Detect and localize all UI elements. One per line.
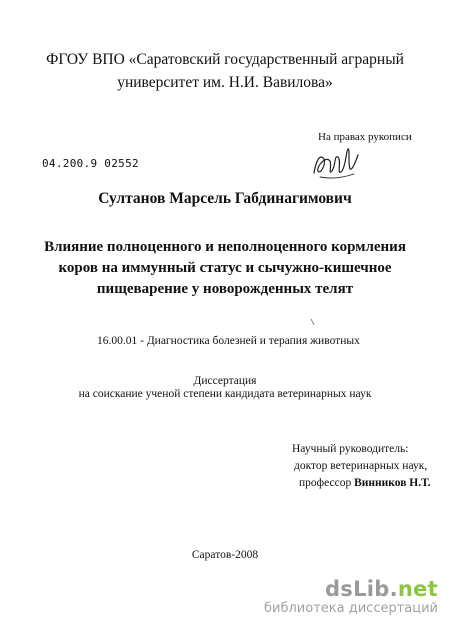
author-name: Султанов Марсель Габдинагимович: [98, 190, 352, 207]
institution-line-1: ФГОУ ВПО «Саратовский государственный аграрный: [46, 51, 404, 68]
supervisor-block: [292, 441, 431, 492]
document-number: 04.200.9 02552: [42, 157, 139, 170]
dissertation-heading: Диссертация: [193, 375, 257, 387]
city-year: Саратов-2008: [191, 549, 259, 561]
dslib-watermark: [264, 577, 448, 617]
watermark-brand: dsLib.: [324, 577, 398, 601]
title-line-2: коров на иммунный статус и сычужно-кишечное: [58, 260, 392, 276]
stray-mark: [310, 318, 316, 326]
supervisor-title-line: [292, 475, 431, 492]
supervisor-title: профессор: [299, 477, 352, 489]
institution-heading: [0, 48, 450, 94]
handwritten-signature: [306, 141, 366, 185]
title-line-1: Влияние полноценного и неполноценного кормления: [44, 239, 406, 255]
watermark-tld: net: [397, 577, 438, 601]
watermark-subtitle: библиотека диссертаций: [264, 601, 438, 616]
specialty-code: 16.00.01 - Диагностика болезней и терапия животных: [97, 335, 360, 347]
watermark-logo: [325, 577, 438, 601]
supervisor-label: Научный руководитель:: [292, 443, 409, 455]
dissertation-block: [0, 375, 450, 401]
title-line-3: пищеварение у новорожденных телят: [96, 281, 354, 297]
dissertation-purpose: на соискание ученой степени кандидата ветеринарных наук: [78, 388, 372, 400]
institution-line-2: университет им. Н.И. Вавилова»: [117, 74, 333, 91]
supervisor-name: Винников Н.Т.: [354, 477, 431, 489]
rights-note: На правах рукописи: [318, 131, 412, 143]
supervisor-degree: доктор ветеринарных наук,: [294, 460, 428, 472]
dissertation-title: [0, 237, 450, 300]
